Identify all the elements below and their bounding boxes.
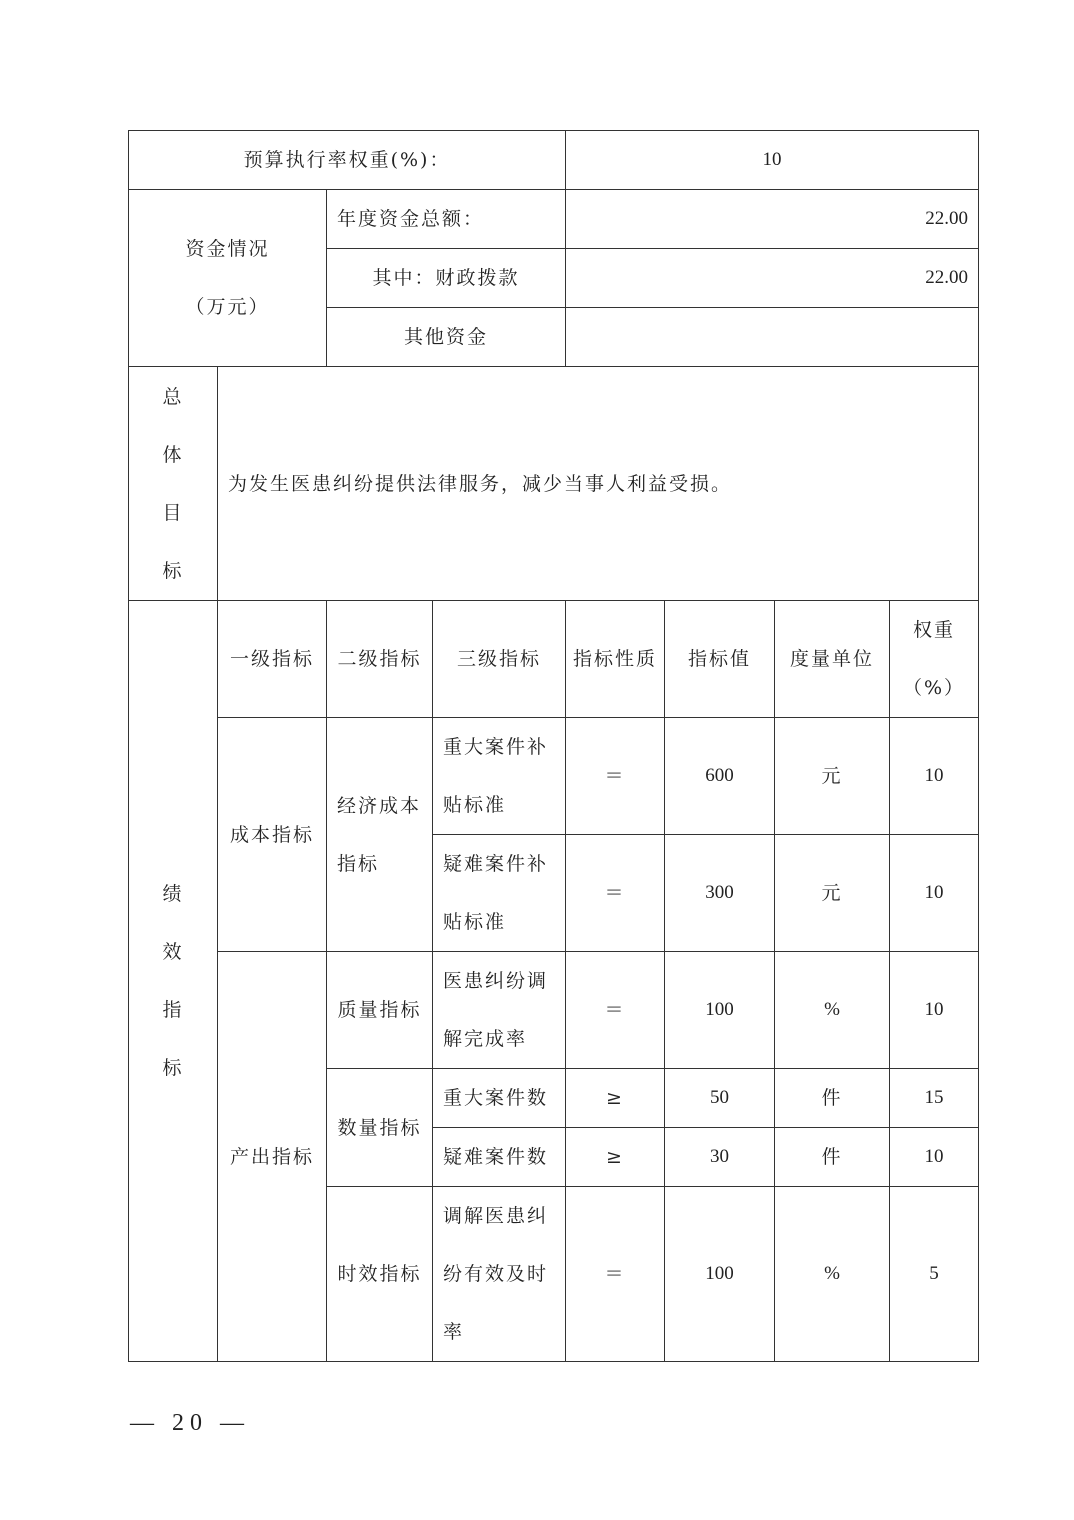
funds-label (129, 190, 327, 367)
indicator-unit: 元 (775, 835, 890, 952)
funds-fiscal-value: 22.00 (566, 249, 979, 308)
indicator-value: 100 (665, 1187, 775, 1362)
cost-indicator-label: 成本指标 (218, 718, 327, 952)
performance-label-char: 效 (162, 941, 184, 963)
funds-fiscal-label: 其中：财政拨款 (327, 249, 566, 308)
header-weight-line1: 权重 (913, 619, 956, 641)
goal-text: 为发生医患纠纷提供法律服务，减少当事人利益受损。 (218, 367, 979, 601)
funds-label-line1: 资金情况 (185, 238, 270, 260)
indicator-unit: 件 (775, 1069, 890, 1128)
indicator-unit: 元 (775, 718, 890, 835)
performance-label (129, 601, 218, 1362)
level3-line: 贴标准 (443, 911, 507, 933)
indicator-nature: ＝ (566, 952, 665, 1069)
goal-label-char: 目 (162, 501, 184, 524)
indicator-nature: ≥ (566, 1069, 665, 1128)
indicator-weight: 10 (890, 1128, 979, 1187)
economic-cost-line1: 经济成本 (337, 794, 422, 817)
performance-label-char: 绩 (162, 883, 184, 905)
indicator-weight: 5 (890, 1187, 979, 1362)
indicator-unit: % (775, 952, 890, 1069)
performance-label-char: 指 (162, 999, 184, 1021)
indicator-value: 30 (665, 1128, 775, 1187)
indicator-value: 100 (665, 952, 775, 1069)
header-nature: 指标性质 (566, 601, 665, 718)
indicator-value: 300 (665, 835, 775, 952)
level3-line: 贴标准 (443, 794, 507, 816)
indicator-nature: ≥ (566, 1128, 665, 1187)
goal-label (129, 367, 218, 601)
indicator-weight: 10 (890, 718, 979, 835)
header-level2: 二级指标 (327, 601, 433, 718)
header-value: 指标值 (665, 601, 775, 718)
level3-line: 纷有效及时 (443, 1263, 549, 1285)
funds-other-label: 其他资金 (327, 308, 566, 367)
goal-label-char: 标 (162, 559, 184, 582)
header-weight-line2: （%） (902, 677, 966, 699)
indicator-unit: % (775, 1187, 890, 1362)
indicator-weight: 15 (890, 1069, 979, 1128)
header-weight (890, 601, 979, 718)
quality-indicator-label: 质量指标 (327, 952, 433, 1069)
level3-line: 解完成率 (443, 1028, 528, 1050)
funds-other-value (566, 308, 979, 367)
indicator-weight: 10 (890, 952, 979, 1069)
performance-form-table (128, 130, 979, 1362)
economic-cost-line2: 指标 (337, 852, 380, 875)
page-number: — 20 — (130, 1410, 250, 1436)
funds-total-label: 年度资金总额： (327, 190, 566, 249)
table-row (129, 952, 979, 1069)
level3-indicator (433, 835, 566, 952)
level3-line: 率 (443, 1321, 465, 1343)
output-indicator-label: 产出指标 (218, 952, 327, 1362)
budget-rate-label: 预算执行率权重(%)： (129, 131, 566, 190)
funds-total-value: 22.00 (566, 190, 979, 249)
quantity-indicator-label: 数量指标 (327, 1069, 433, 1187)
timeliness-indicator-label: 时效指标 (327, 1187, 433, 1362)
level3-indicator (433, 1187, 566, 1362)
budget-rate-value: 10 (566, 131, 979, 190)
level3-indicator: 重大案件数 (433, 1069, 566, 1128)
header-unit: 度量单位 (775, 601, 890, 718)
level3-line: 医患纠纷调 (443, 970, 549, 992)
level3-indicator (433, 718, 566, 835)
header-level1: 一级指标 (218, 601, 327, 718)
indicator-nature: ＝ (566, 835, 665, 952)
goal-label-char: 体 (162, 443, 184, 466)
performance-label-char: 标 (162, 1057, 184, 1079)
table-row (129, 718, 979, 835)
funds-label-line2: （万元） (185, 296, 270, 318)
level3-line: 重大案件补 (443, 736, 549, 758)
economic-cost-label (327, 718, 433, 952)
level3-line: 调解医患纠 (443, 1205, 549, 1227)
level3-indicator (433, 952, 566, 1069)
indicator-value: 600 (665, 718, 775, 835)
indicator-weight: 10 (890, 835, 979, 952)
indicator-nature: ＝ (566, 1187, 665, 1362)
indicator-value: 50 (665, 1069, 775, 1128)
header-level3: 三级指标 (433, 601, 566, 718)
level3-indicator: 疑难案件数 (433, 1128, 566, 1187)
goal-label-char: 总 (162, 385, 184, 408)
indicator-unit: 件 (775, 1128, 890, 1187)
indicator-nature: ＝ (566, 718, 665, 835)
level3-line: 疑难案件补 (443, 853, 549, 875)
